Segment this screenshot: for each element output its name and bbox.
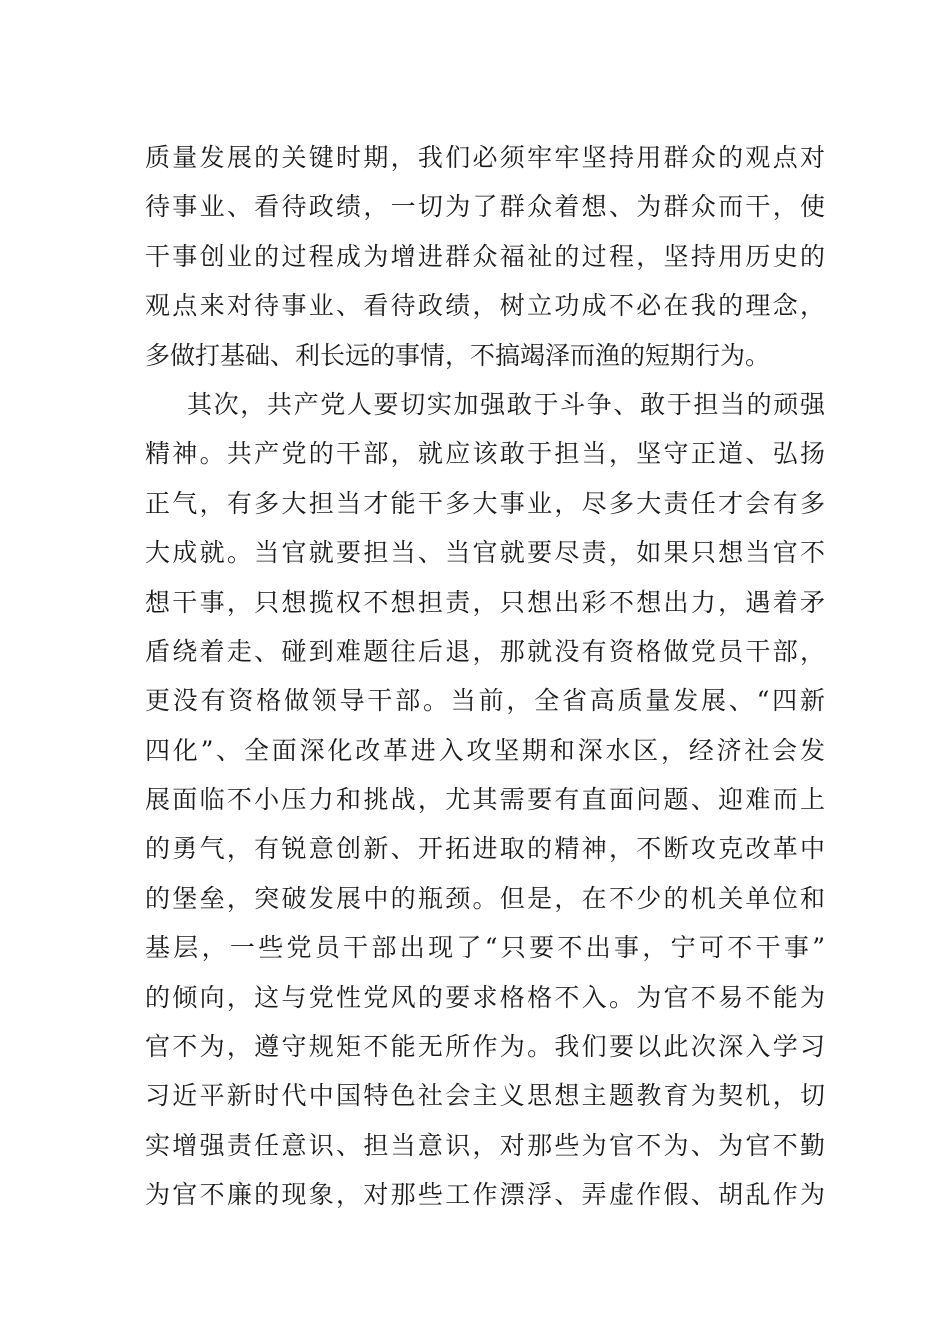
text-line: 的勇气，有锐意创新、开拓进取的精神，不断攻克改革中 bbox=[145, 834, 825, 864]
body-text bbox=[145, 133, 825, 1220]
text-line: 其次，共产党人要切实加强敢于斗争、敢于担当的顽强 bbox=[187, 389, 825, 419]
paragraph-1 bbox=[145, 133, 825, 380]
text-line: 多做打基础、利长远的事情，不搞竭泽而渔的短期行为。 bbox=[145, 340, 771, 370]
text-line: 展面临不小压力和挑战，尤其需要有直面问题、迎难而上 bbox=[145, 785, 825, 815]
text-line: 大成就。当官就要担当、当官就要尽责，如果只想当官不 bbox=[145, 538, 825, 568]
text-line: 为官不廉的现象，对那些工作漂浮、弄虚作假、胡乱作为 bbox=[145, 1180, 825, 1210]
text-line: 干事创业的过程成为增进群众福祉的过程，坚持用历史的 bbox=[145, 241, 825, 271]
text-line: 观点来对待事业、看待政绩，树立功成不必在我的理念， bbox=[145, 291, 825, 321]
text-line: 习近平新时代中国特色社会主义思想主题教育为契机，切 bbox=[145, 1081, 825, 1111]
text-line: 待事业、看待政绩，一切为了群众着想、为群众而干，使 bbox=[145, 192, 825, 222]
text-line: 精神。共产党的干部，就应该敢于担当，坚守正道、弘扬 bbox=[145, 439, 825, 469]
text-line: 正气，有多大担当才能干多大事业，尽多大责任才会有多 bbox=[145, 488, 825, 518]
text-line: 四化”、全面深化改革进入攻坚期和深水区，经济社会发 bbox=[145, 735, 825, 765]
text-line: 实增强责任意识、担当意识，对那些为官不为、为官不勤 bbox=[145, 1130, 825, 1160]
text-line: 的堡垒，突破发展中的瓶颈。但是，在不少的机关单位和 bbox=[145, 883, 825, 913]
text-line: 基层，一些党员干部出现了“只要不出事，宁可不干事” bbox=[145, 933, 825, 963]
text-line: 想干事，只想揽权不想担责，只想出彩不想出力，遇着矛 bbox=[145, 587, 825, 617]
text-line: 官不为，遵守规矩不能无所作为。我们要以此次深入学习 bbox=[145, 1032, 825, 1062]
text-line: 更没有资格做领导干部。当前，全省高质量发展、“四新 bbox=[145, 686, 825, 716]
paragraph-2 bbox=[145, 380, 825, 1220]
text-line: 的倾向，这与党性党风的要求格格不入。为官不易不能为 bbox=[145, 982, 825, 1012]
text-line: 质量发展的关键时期，我们必须牢牢坚持用群众的观点对 bbox=[145, 143, 825, 172]
text-line: 盾绕着走、碰到难题往后退，那就没有资格做党员干部， bbox=[145, 636, 825, 666]
